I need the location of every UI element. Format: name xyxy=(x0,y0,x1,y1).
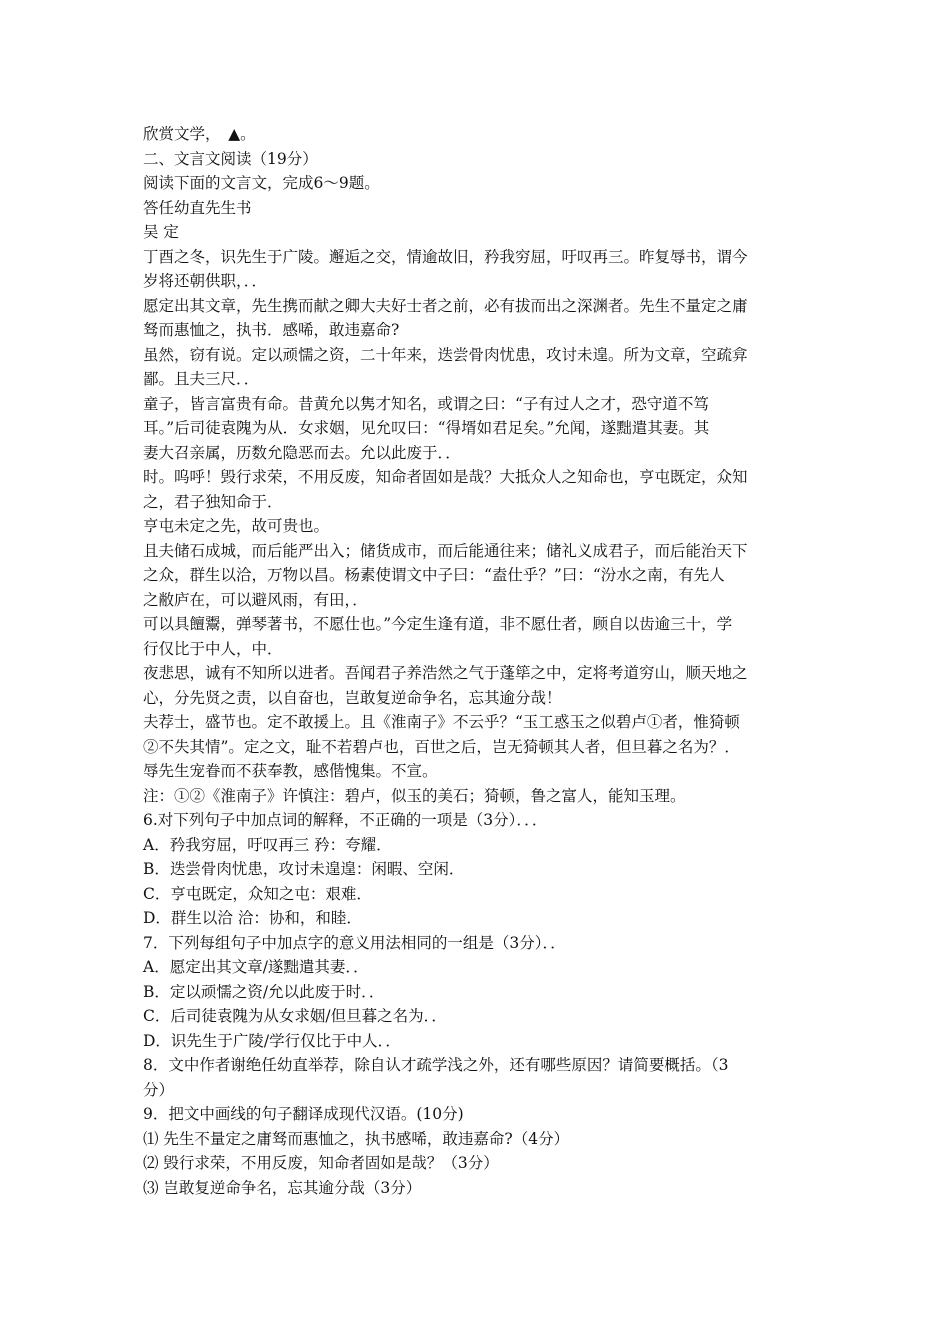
passage-line: 辱先生宠眷而不获奉教，感偕愧集。不宣。 xyxy=(143,762,438,780)
passage-line: 童子，皆言富贵有命。昔黄允以隽才知名，或谓之曰：“子有过人之才，恐守道不笃 xyxy=(143,394,709,413)
passage-line: 丁酉之冬，识先生于广陵。邂逅之交，情逾故旧，矜我穷屈，吁叹再三。昨复辱书，谓今 xyxy=(143,247,748,266)
passage-author: 吴 定 xyxy=(143,223,179,241)
passage-line: 心，分先贤之责，以自奋也，岂敢复逆命争名，忘其逾分哉！ xyxy=(143,688,562,707)
passage-line: 耳。”后司徒袁隗为从．女求姻，见允叹曰：“得壻如君足矣。”允闻，遂黜遣其妻。其 xyxy=(143,419,710,437)
question-7: 7．下列每组句子中加点字的意义用法相同的一组是（3分）．． xyxy=(143,933,566,952)
passage-line: 夫荐士，盛节也。定不敢援上。且《淮南子》不云乎？“玉工惑玉之似碧卢①者，惟猗顿 xyxy=(143,713,740,731)
passage-line: 之众，群生以洽，万物以昌。杨素使谓文中子曰：“盍仕乎？”曰：“汾水之南，有先人 xyxy=(143,566,725,584)
passage-line: 亨屯未定之先，故可贵也。 xyxy=(143,517,330,535)
passage-line: 之敝庐在，可以避风雨，有田，． xyxy=(143,590,368,609)
passage-line: ②不失其情”。定之文，耻不若碧卢也，百世之后，岂无猗顿其人者，但旦暮之名为？． xyxy=(143,737,740,756)
question-8-continued: 分） xyxy=(143,1080,175,1099)
passage-line: 鄙。且夫三尺．． xyxy=(143,370,260,388)
passage-title: 答任幼直先生书 xyxy=(143,198,252,217)
question-9: 9．把文中画线的句子翻译成现代汉语。(10分) xyxy=(143,1105,464,1123)
instruction-line: 阅读下面的文言文，完成6～9题。 xyxy=(143,174,380,192)
question-9-part-2: ⑵ 毁行求荣，不用反废，知命者固如是哉？（3分） xyxy=(143,1154,499,1172)
passage-line: 时。呜呼！毁行求荣，不用反废，知命者固如是哉？大抵众人之知命也，亨屯既定，众知 xyxy=(143,468,748,486)
annotation-note: 注：①②《淮南子》许慎注：碧卢，似玉的美石；猗顿，鲁之富人，能知玉理。 xyxy=(143,786,686,805)
passage-line: 驽而惠恤之，执书．感唏，敢违嘉命? xyxy=(143,321,400,339)
question-6-option-d: D．群生以洽 洽：协和，和睦． xyxy=(143,909,362,927)
question-7-option-b: B．定以顽懦之资/允以此废于时．． xyxy=(143,982,385,1001)
question-8: 8．文中作者谢绝任幼直举荐，除自认才疏学浅之外，还有哪些原因？请简要概括。（3 xyxy=(143,1056,729,1074)
passage-line: 行仅比于中人，中． xyxy=(143,639,283,658)
question-7-option-a: A．愿定出其文章/遂黜遣其妻．． xyxy=(143,958,369,976)
question-6-option-b: B．迭尝骨肉忧患，攻讨未遑遑：闲暇、空闲． xyxy=(143,860,465,878)
text-line: 欣赏文学， ▲。 xyxy=(143,125,256,143)
question-9-part-1: ⑴ 先生不量定之庸驽而惠恤之，执书感唏，敢违嘉命?（4分） xyxy=(143,1129,570,1148)
passage-line: 可以具饘鬻，弹琴著书，不愿仕也。”今定生逢有道，非不愿仕者，顾自以齿逾三十，学 xyxy=(143,615,733,633)
passage-line: 之，君子独知命于． xyxy=(143,492,283,511)
question-7-option-d: D．识先生于广陵/学行仅比于中人．． xyxy=(143,1031,401,1050)
passage-line: 且夫储石成城，而后能严出入；储货成市，而后能通往来；储礼义成君子，而后能治天下 xyxy=(143,541,748,560)
passage-line: 夜悲思，诚有不知所以进者。吾闻君子养浩然之气于蓬筚之中，定将考道穷山，顺天地之 xyxy=(143,664,748,682)
question-6: 6.对下列句子中加点词的解释，不正确的一项是（3分）．．． xyxy=(143,811,548,829)
section-heading: 二、文言文阅读（19分） xyxy=(143,149,318,168)
document-page xyxy=(143,122,813,1200)
question-6-option-c: C．亨屯既定，众知之屯：艰难． xyxy=(143,884,372,903)
passage-line: 虽然，窃有说。定以顽懦之资，二十年来，迭尝骨肉忧患，攻讨未遑。所为文章，空疏弇 xyxy=(143,345,748,364)
passage-line: 妻大召亲属，历数允隐恶而去。允以此废于．． xyxy=(143,443,461,462)
question-6-option-a: A．矜我穷屈，吁叹再三 矜：夸耀． xyxy=(143,835,392,854)
question-9-part-3: ⑶ 岂敢复逆命争名，忘其逾分哉（3分） xyxy=(143,1178,422,1197)
question-7-option-c: C．后司徒袁隗为从女求姻/但旦暮之名为．． xyxy=(143,1007,447,1025)
passage-line: 岁将还朝供职，．． xyxy=(143,272,268,290)
passage-line: 愿定出其文章，先生携而献之卿大夫好士者之前，必有拔而出之深渊者。先生不量定之庸 xyxy=(143,296,748,315)
